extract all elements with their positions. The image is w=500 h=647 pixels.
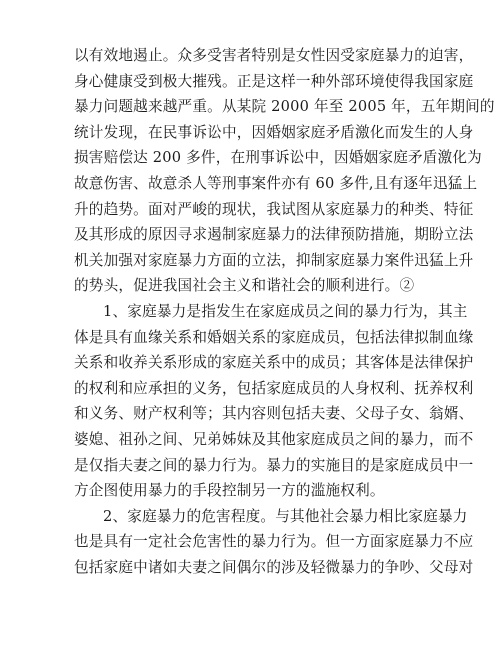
text-line: 1、家庭暴力是指发生在家庭成员之间的暴力行为，其主 <box>103 302 468 320</box>
text-line: 包括家庭中诸如夫妻之间偶尔的涉及轻微暴力的争吵、父母对 <box>74 558 474 576</box>
text-line: 及其形成的原因寻求遏制家庭暴力的法律预防措施，期盼立法 <box>74 226 474 244</box>
text-line: 升的趋势。面对严峻的现状，我试图从家庭暴力的种类、特征 <box>74 200 474 218</box>
paragraph-harm <box>74 504 474 581</box>
text-line: 故意伤害、故意杀人等刑事案件亦有 60 多件,且有逐年迅猛上 <box>74 174 478 192</box>
text-line: 损害赔偿达 200 多件，在刑事诉讼中，因婚姻家庭矛盾激化为 <box>74 149 482 167</box>
paragraph-intro <box>74 43 495 299</box>
text-line: 婆媳、祖孙之间、兄弟姊妹及其他家庭成员之间的暴力，而不 <box>74 430 474 448</box>
text-line: 的权利和应承担的义务，包括家庭成员的人身权利、抚养权利 <box>74 379 474 397</box>
text-line: 体是具有血缘关系和婚姻关系的家庭成员，包括法律拟制血缘 <box>74 328 474 346</box>
text-line: 以有效地遏止。众多受害者特别是女性因受家庭暴力的迫害， <box>74 47 474 64</box>
text-line: 暴力问题越来越严重。从某院 2000 年至 2005 年，五年期间的 <box>74 98 495 116</box>
body-text <box>74 43 495 580</box>
text-line: 身心健康受到极大摧残。正是这样一种外部环境使得我国家庭 <box>74 72 474 90</box>
text-line: 方企图使用暴力的手段控制另一方的滥施权利。 <box>74 482 385 500</box>
text-line: 是仅指夫妻之间的暴力行为。暴力的实施目的是家庭成员中一 <box>74 456 474 474</box>
text-line: 统计发现，在民事诉讼中，因婚姻家庭矛盾激化而发生的人身 <box>74 123 474 141</box>
text-line: 也是具有一定社会危害性的暴力行为。但一方面家庭暴力不应 <box>74 533 474 551</box>
text-line: 2、家庭暴力的危害程度。与其他社会暴力相比家庭暴力 <box>103 507 468 525</box>
text-line: 机关加强对家庭暴力方面的立法，抑制家庭暴力案件迅猛上升 <box>74 251 474 269</box>
text-line: 的势头，促进我国社会主义和谐社会的顺利进行。② <box>74 277 415 295</box>
text-line: 和义务、财产权利等；其内容则包括夫妻、父母子女、翁婿、 <box>74 405 474 423</box>
text-line: 关系和收养关系形成的家庭关系中的成员；其客体是法律保护 <box>74 354 474 372</box>
paragraph-definition <box>74 299 474 504</box>
